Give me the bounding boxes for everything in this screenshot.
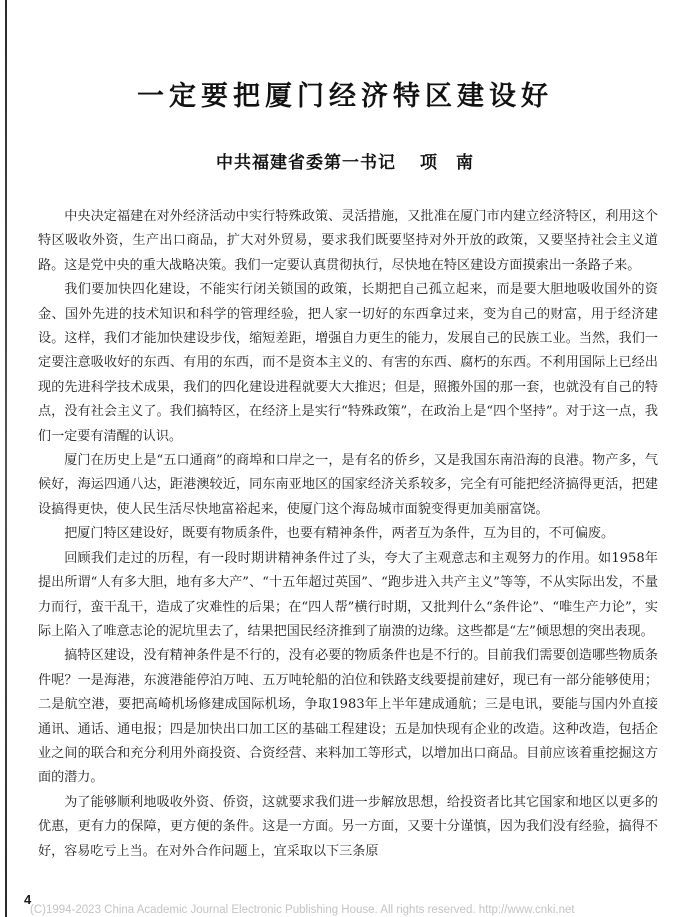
- article-title: 一定要把厦门经济特区建设好: [137, 81, 553, 112]
- paragraph: 中央决定福建在对外经济活动中实行特殊政策、灵活措施，又批准在厦门市内建立经济特区，利用这个特区吸收外资，生产出口商品，扩大对外贸易，要求我们既要坚持对外开放的政策，又要坚持社会主义道路。这是党中央的重大战略决策。我们一定要认真贯彻执行，尽快地在特区建设方面摸索出一条路子来。: [38, 209, 658, 273]
- article-body: [38, 205, 658, 864]
- paragraph: 搞特区建设，没有精神条件是不行的，没有必要的物质条件也是不行的。目前我们需要创造哪些物质条件呢？一是海港，东渡港能停泊万吨、五万吨轮船的泊位和铁路支线要提前建好，现已有一部分能够使用；二是航空港，要把高崎机场修建成国际机场，争取1983年上半年建成通航；三是电讯，要能与国内外直接通讯、通话、通电报；四是加快出口加工区的基础工程建设；五是加快现有企业的改造。这种改造，包括企业之间的联合和充分利用外商投资、合资经营、来料加工等形式，以增加出口商品。目前应该着重挖掘这方面的潜力。: [38, 648, 658, 786]
- paragraph: 厦门在历史上是“五口通商”的商埠和口岸之一，是有名的侨乡，又是我国东南沿海的良港。物产多，气候好，海运四通八达，距港澳较近，同东南亚地区的国家经济关系较多，完全有可能把经济搞得更活，把建设搞得更快，使人民生活尽快地富裕起来，使厦门这个海岛城市面貌变得更加美丽富饶。: [38, 453, 658, 517]
- paragraph: 回顾我们走过的历程，有一段时期讲精神条件过了头，夸大了主观意志和主观努力的作用。如1958年提出所谓“人有多大胆，地有多大产”、“十五年超过英国”、“跑步进入共产主义”等等，不从实际出发，不量力而行，蛮干乱干，造成了灾难性的后果；在“四人帮”横行时期，又批判什么“条件论”、“唯生产力论”，实际上陷入了唯意志论的泥坑里去了，结果把国民经济推到了崩溃的边缘。这些都是“左”倾思想的突出表现。: [38, 550, 658, 639]
- paragraph: 为了能够顺利地吸收外资、侨资，这就要求我们进一步解放思想，给投资者比其它国家和地区以更多的优惠，更有力的保障，更方便的条件。这是一方面。另一方面，又要十分谨慎，因为我们没有经验，搞得不好，容易吃亏上当。在对外合作问题上，宜采取以下三条原: [38, 794, 658, 859]
- paragraph: 把厦门特区建设好，既要有物质条件，也要有精神条件，两者互为条件，互为目的，不可偏废。: [64, 526, 615, 542]
- copyright-watermark: (C)1994-2023 China Academic Journal Electronic Publishing House. All rights reserved. http://www.cnki.net: [30, 904, 575, 916]
- page-number: 4: [24, 892, 32, 907]
- author-position: 中共福建省委第一书记: [216, 153, 396, 173]
- byline: [0, 148, 690, 173]
- page-edge-rule: [5, 0, 7, 917]
- author-name: 项 南: [420, 153, 474, 173]
- paragraph: 我们要加快四化建设，不能实行闭关锁国的政策，长期把自己孤立起来，而是要大胆地吸收国外的资金、国外先进的技术知识和科学的管理经验，把人家一切好的东西拿过来，变为自己的财富，用于经济建设。这样，我们才能加快建设步伐，缩短差距，增强自力更生的能力，发展自己的民族工业。当然，我们一定要注意吸收好的东西、有用的东西，而不是资本主义的、有害的东西、腐朽的东西。不利用国际上已经出现的先进科学技术成果，我们的四化建设进程就要大大推迟；但是，照搬外国的那一套，也就没有自己的特点，没有社会主义了。我们搞特区，在经济上是实行“特殊政策”，在政治上是“四个坚持”。对于这一点，我们一定要有清醒的认识。: [38, 282, 658, 444]
